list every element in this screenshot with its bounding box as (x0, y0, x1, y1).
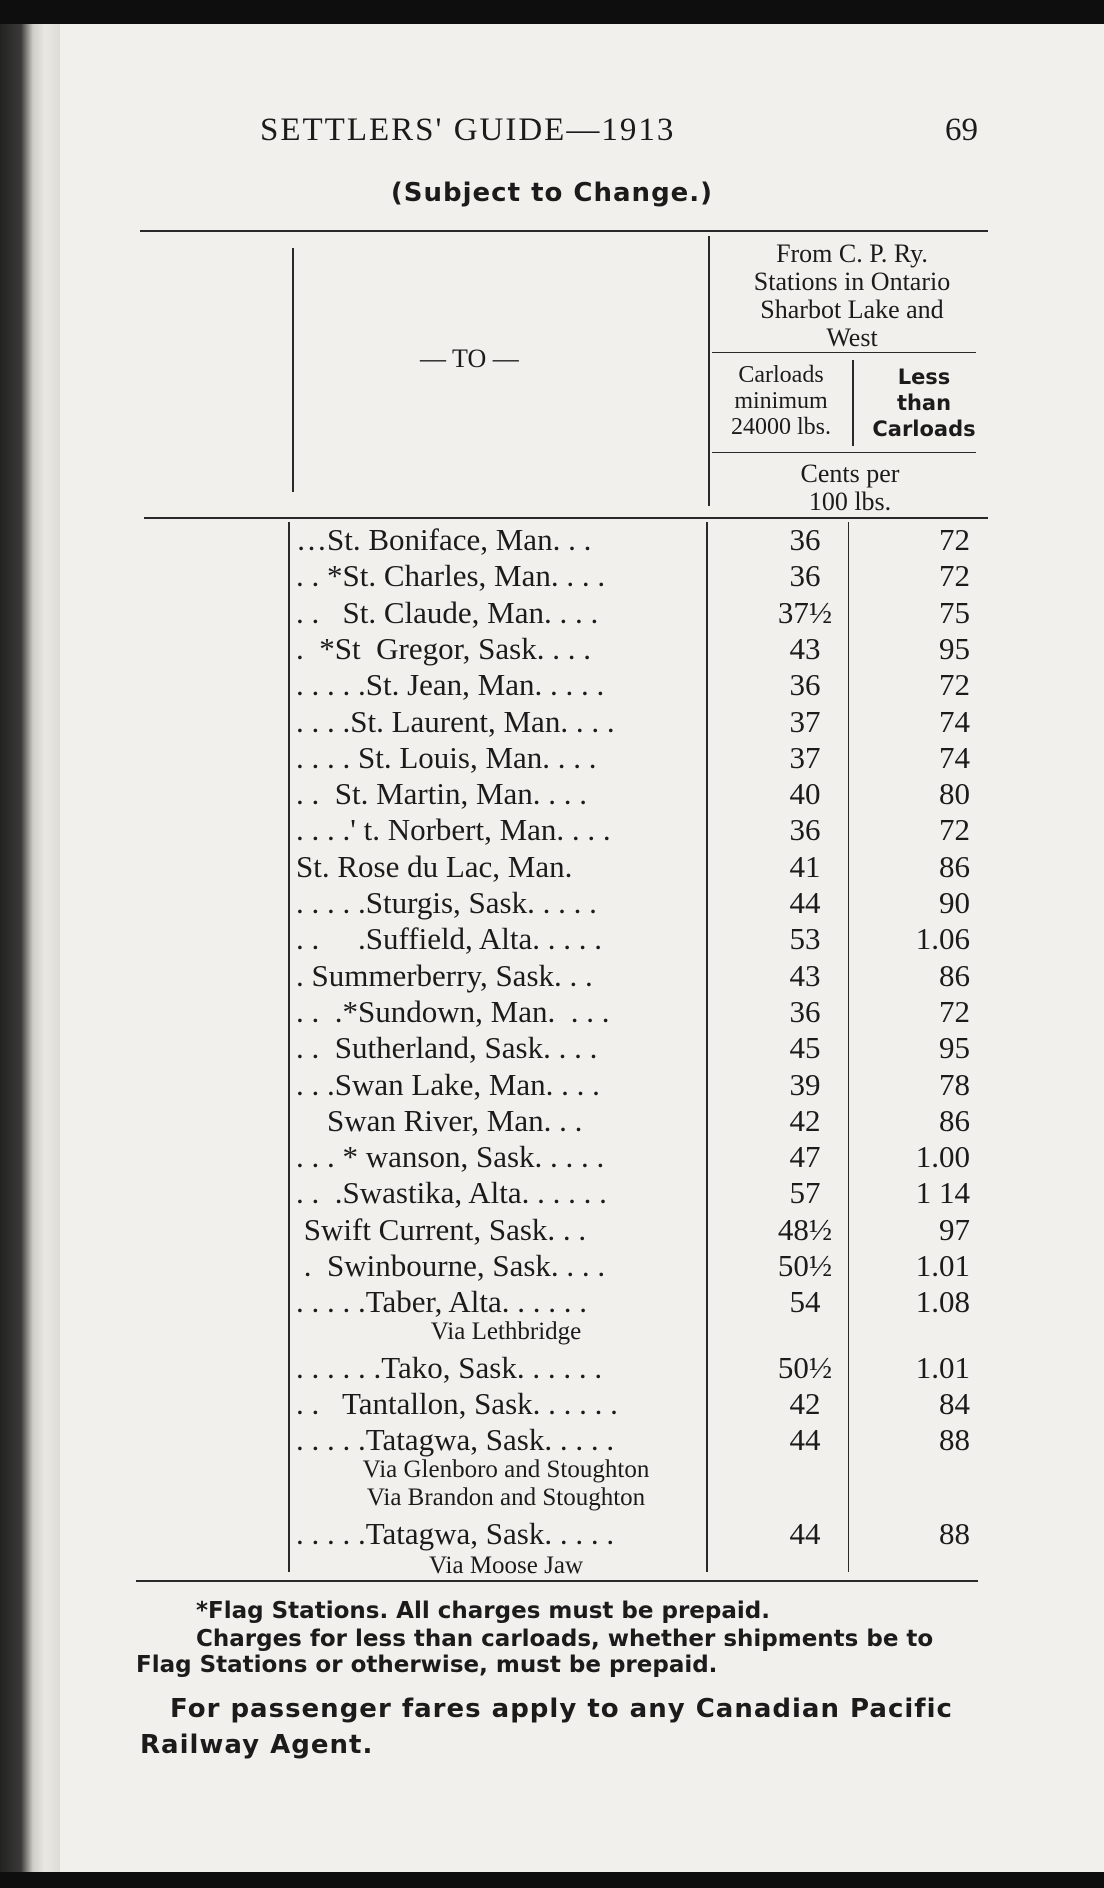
passenger-fares-note-cont: Railway Agent. (140, 1730, 374, 1760)
carload-rate: 40 (789, 776, 821, 812)
station-name: . . *St. Charles, Man. . . . (296, 558, 606, 594)
station-name: . . St. Martin, Man. . . . (296, 776, 588, 812)
station-name: …St. Boniface, Man. . . (296, 522, 592, 557)
less-carload-rate: 72 (939, 522, 970, 557)
subheader-rule (712, 352, 976, 353)
carloads-line-1: Carloads (738, 362, 824, 388)
less-carload-rate: 74 (939, 703, 970, 739)
table-bottom-rule (136, 1580, 978, 1582)
carload-rate: 48½ (777, 1211, 833, 1247)
less-carload-rate: 72 (939, 812, 970, 848)
station-name: . . .*Sundown, Man. . . . (296, 993, 610, 1029)
station-name: . . . . .Sturgis, Sask. . . . . (296, 885, 597, 920)
station-name: St. Rose du Lac, Man. (296, 848, 573, 884)
less-carload-rate: 80 (939, 776, 970, 812)
carload-rate: 44 (789, 885, 821, 920)
via-moose-jaw-note: Via Moose Jaw (428, 1552, 584, 1579)
running-title: SETTLERS' GUIDE—1913 (260, 112, 676, 148)
station-name: Swift Current, Sask. . . (296, 1211, 587, 1247)
footnote-charges-cont: Flag Stations or otherwise, must be prepaid. (136, 1652, 718, 1678)
less-carload-rate: 1.00 (915, 1139, 970, 1175)
station-name: . . . * wanson, Sask. . . . . (296, 1139, 605, 1175)
units-line-2: 100 lbs. (808, 487, 892, 516)
less-carload-rate: 90 (939, 885, 970, 920)
station-name: . . .Suffield, Alta. . . . . (296, 921, 602, 957)
table-top-rule (140, 230, 988, 232)
station-name: . . Sutherland, Sask. . . . (296, 1030, 598, 1066)
station-name: . . . . .Taber, Alta. . . . . . (296, 1284, 588, 1320)
carload-rate: 54 (789, 1284, 821, 1320)
carload-rate: 36 (789, 812, 821, 848)
carload-rate: 41 (789, 848, 821, 884)
subtitle: (Subject to Change.) (390, 178, 714, 208)
less-carload-rate: 1.06 (915, 921, 970, 957)
from-line-2: Stations in Ontario (753, 267, 951, 296)
carload-rate: 36 (789, 522, 821, 557)
via-brandon-note: Via Brandon and Stoughton (366, 1484, 646, 1511)
carload-rate: 43 (789, 630, 821, 666)
station-name: . . . . .St. Jean, Man. . . . . (296, 667, 605, 703)
station-name: . Swinbourne, Sask. . . . (296, 1248, 606, 1283)
station-name: . . . . St. Louis, Man. . . . (296, 739, 597, 775)
less-carload-rate: 1 14 (915, 1175, 970, 1211)
station-name: . . . .' t. Norbert, Man. . . . (296, 812, 611, 848)
carload-rate: 45 (789, 1030, 821, 1066)
less-carload-rate: 72 (939, 993, 970, 1029)
less-carload-rate: 97 (939, 1211, 970, 1247)
less-carload-rate: 78 (939, 1066, 970, 1102)
less-carload-rate: 95 (939, 630, 970, 666)
station-name: . . . .St. Laurent, Man. . . . (296, 703, 615, 739)
less-carload-rate: 1.01 (915, 1350, 970, 1385)
less-carload-rate: 84 (939, 1386, 970, 1421)
station-name: . . . . . .Tako, Sask. . . . . . (296, 1350, 603, 1385)
carload-rate: 39 (789, 1066, 821, 1102)
subheader-rule-2 (712, 452, 976, 453)
from-line-4: West (826, 323, 878, 352)
carloads-line-2: minimum (734, 388, 828, 414)
carload-rate: 36 (789, 558, 821, 594)
carload-rate: 43 (789, 957, 821, 993)
less-than-carloads-header (856, 364, 992, 442)
body-left-rule (288, 522, 290, 1572)
carload-rate: 37½ (777, 594, 833, 630)
book-spine (0, 24, 60, 1872)
less-carload-rate: 88 (939, 1422, 970, 1457)
carload-rate: 47 (789, 1139, 821, 1175)
from-line-1: From C. P. Ry. (776, 239, 928, 268)
via-lethbridge-note: Via Lethbridge (430, 1318, 582, 1345)
station-name: . . . . .Tatagwa, Sask. . . . . (296, 1516, 615, 1551)
to-column-header: — TO — (420, 344, 519, 373)
carload-rate: 42 (789, 1102, 821, 1138)
from-header (712, 240, 992, 352)
station-name: . . .Swan Lake, Man. . . . (296, 1066, 600, 1102)
carload-rate: 53 (789, 921, 821, 957)
less-carload-rate: 95 (939, 1030, 970, 1066)
header-bottom-rule (144, 517, 988, 519)
station-name: . . . . .Tatagwa, Sask. . . . . (296, 1422, 615, 1457)
carload-rate: 44 (789, 1422, 821, 1457)
carload-rate: 37 (789, 739, 821, 775)
table-left-rule (292, 248, 294, 492)
less-carload-rate: 88 (939, 1516, 970, 1551)
less-carload-rate: 86 (939, 1102, 970, 1138)
less-line-2: than (896, 391, 952, 415)
station-name: . . St. Claude, Man. . . . (296, 594, 599, 630)
less-carload-rate: 74 (939, 739, 970, 775)
station-name: . Summerberry, Sask. . . (296, 957, 593, 993)
passenger-fares-note: For passenger fares apply to any Canadian Pacific (170, 1694, 953, 1724)
footnote-flag-stations: *Flag Stations. All charges must be prepaid. (196, 1598, 770, 1624)
less-line-3: Carloads (872, 417, 976, 441)
carload-rate: 36 (789, 993, 821, 1029)
via-glenboro-note: Via Glenboro and Stoughton (362, 1456, 650, 1483)
subheader-divider (852, 360, 854, 446)
less-carload-rate: 86 (939, 848, 970, 884)
carload-rate: 36 (789, 667, 821, 703)
carload-rate: 44 (789, 1516, 821, 1551)
less-carload-rate: 75 (939, 594, 970, 630)
station-name: Swan River, Man. . . (296, 1102, 583, 1138)
station-name: . . .Swastika, Alta. . . . . . (296, 1175, 607, 1211)
less-carload-rate: 72 (939, 558, 970, 594)
units-line-1: Cents per (800, 459, 900, 488)
footnote-charges: Charges for less than carloads, whether shipments be to (196, 1626, 934, 1652)
carload-rate: 50½ (777, 1350, 833, 1385)
less-carload-rate: 86 (939, 957, 970, 993)
carload-rate: 37 (789, 703, 821, 739)
station-name: . *St Gregor, Sask. . . . (296, 630, 591, 666)
carloads-header (710, 362, 852, 440)
less-line-1: Less (897, 365, 951, 389)
units-header (712, 460, 988, 516)
carloads-line-3: 24000 lbs. (730, 414, 831, 440)
less-carload-rate: 1.01 (915, 1248, 970, 1283)
carload-rate: 57 (789, 1175, 821, 1211)
station-name: . . Tantallon, Sask. . . . . . (296, 1386, 618, 1421)
less-carload-rate: 1.08 (915, 1284, 970, 1320)
from-line-3: Sharbot Lake and (760, 295, 944, 324)
carload-rate: 42 (789, 1386, 821, 1421)
page-number: 69 (945, 112, 978, 148)
carload-rate: 50½ (777, 1248, 833, 1283)
less-carload-rate: 72 (939, 667, 970, 703)
